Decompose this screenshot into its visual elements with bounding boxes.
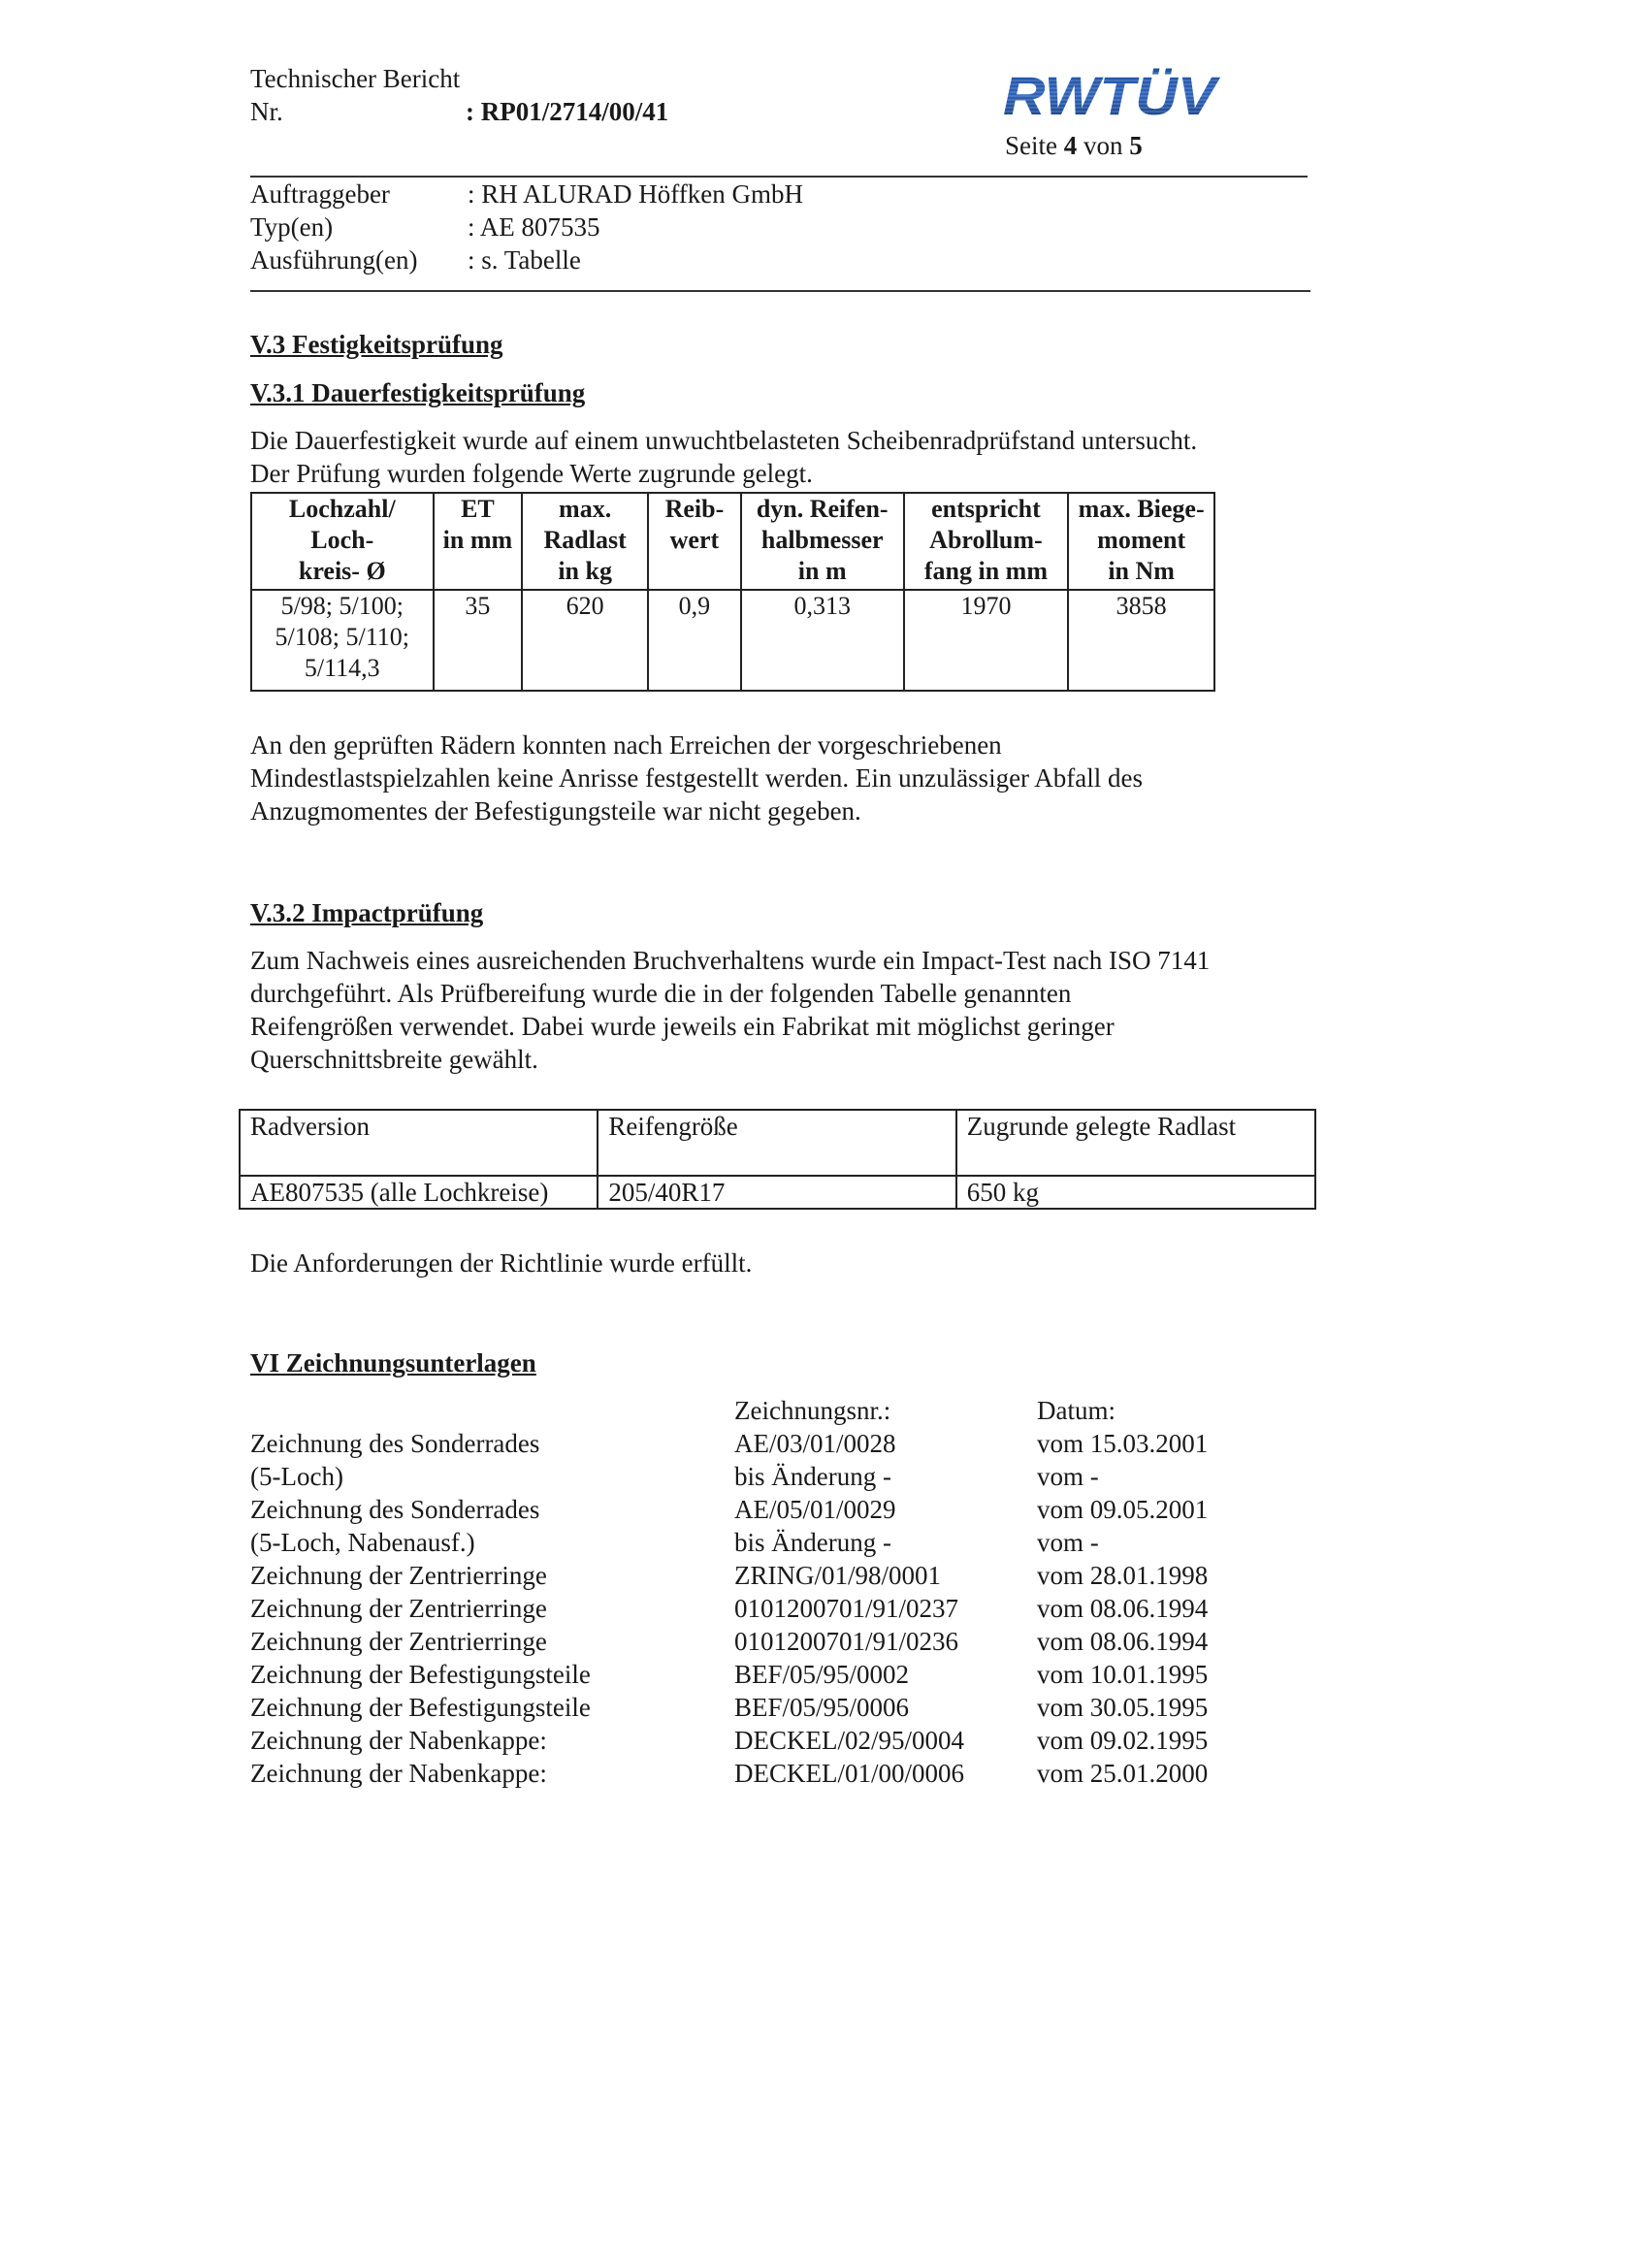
impact-text-line: durchgeführt. Als Prüfbereifung wurde die in der folgenden Tabelle genannten: [250, 979, 1072, 1008]
drawing-date: vom 08.06.1994: [1037, 1594, 1209, 1623]
drawing-number: AE/03/01/0028: [734, 1429, 896, 1458]
variant-label: Ausführung(en): [250, 245, 418, 275]
drawing-number: AE/05/01/0029: [734, 1495, 896, 1524]
variant-value: : s. Tabelle: [468, 245, 581, 275]
drawing-number: bis Änderung -: [734, 1528, 891, 1557]
type-label: Typ(en): [250, 212, 334, 242]
drawing-date: vom 08.06.1994: [1037, 1627, 1209, 1656]
cell-wheel-load: 650 kg: [956, 1176, 1315, 1209]
drawing-number: 0101200701/91/0237: [734, 1594, 959, 1623]
drawing-date: vom 15.03.2001: [1037, 1429, 1209, 1458]
page-total: 5: [1129, 131, 1143, 160]
fatigue-test-table: [250, 492, 1215, 692]
fatigue-result-line: Mindestlastspielzahlen keine Anrisse festgestellt werden. Ein unzulässiger Abfall des: [250, 763, 1144, 793]
drawing-number: 0101200701/91/0236: [734, 1627, 959, 1656]
cell-hole-pattern: 5/98; 5/100; 5/108; 5/110; 5/114,3: [251, 590, 434, 691]
drawing-date: vom 09.05.2001: [1037, 1495, 1209, 1524]
client-label: Auftraggeber: [250, 179, 390, 209]
drawing-name: Zeichnung der Nabenkappe:: [250, 1726, 547, 1755]
drawing-date: vom -: [1037, 1462, 1099, 1491]
col-header-et: ET in mm: [434, 493, 523, 590]
drawing-number: ZRING/01/98/0001: [734, 1561, 941, 1590]
page-indicator: [1005, 129, 1143, 162]
drawing-number: BEF/05/95/0006: [734, 1693, 910, 1722]
table-row: [240, 1176, 1315, 1209]
page-mid: von: [1083, 131, 1123, 160]
drawing-number-header: Zeichnungsnr.:: [734, 1396, 891, 1425]
table-row: [251, 590, 1214, 691]
cell-max-load: 620: [522, 590, 648, 691]
drawing-name: (5-Loch): [250, 1462, 343, 1491]
cell-tire-radius: 0,313: [741, 590, 904, 691]
impact-test-table: [239, 1109, 1316, 1210]
client-value: : RH ALURAD Höffken GmbH: [468, 179, 803, 209]
drawing-number: BEF/05/95/0002: [734, 1660, 910, 1689]
impact-result: Die Anforderungen der Richtlinie wurde erfüllt.: [250, 1248, 753, 1278]
drawing-date-header: Datum:: [1037, 1396, 1116, 1425]
drawing-date: vom 09.02.1995: [1037, 1726, 1209, 1755]
drawing-name: Zeichnung des Sonderrades: [250, 1495, 540, 1524]
drawing-name: Zeichnung der Zentrierringe: [250, 1627, 547, 1656]
fatigue-intro-line: Die Dauerfestigkeit wurde auf einem unwuchtbelasteten Scheibenradprüfstand untersucht.: [250, 426, 1198, 455]
drawing-name: Zeichnung der Zentrierringe: [250, 1594, 547, 1623]
impact-text-line: Reifengrößen verwendet. Dabei wurde jeweils ein Fabrikat mit möglichst geringer: [250, 1012, 1115, 1041]
impact-text-line: Querschnittsbreite gewählt.: [250, 1045, 538, 1074]
section-v32-heading: V.3.2 Impactprüfung: [250, 898, 484, 927]
drawing-number: DECKEL/02/95/0004: [734, 1726, 964, 1755]
drawing-name: Zeichnung der Befestigungsteile: [250, 1660, 591, 1689]
section-vi-heading: VI Zeichnungsunterlagen: [250, 1348, 536, 1377]
table-header-row: [251, 493, 1214, 590]
drawing-date: vom 28.01.1998: [1037, 1561, 1209, 1590]
col-header-circumference: entspricht Abrollum- fang in mm: [904, 493, 1069, 590]
drawing-date: vom 10.01.1995: [1037, 1660, 1209, 1689]
fatigue-intro-line: Der Prüfung wurden folgende Werte zugrunde gelegt.: [250, 459, 813, 488]
col-header-wheel-load: Zugrunde gelegte Radlast: [956, 1110, 1315, 1176]
section-v3-heading: V.3 Festigkeitsprüfung: [250, 330, 503, 359]
cell-tire-size: 205/40R17: [598, 1176, 955, 1209]
drawing-name: Zeichnung des Sonderrades: [250, 1429, 540, 1458]
report-number-label: Nr.: [250, 97, 283, 126]
col-header-hole-pattern: Lochzahl/ Loch- kreis- Ø: [251, 493, 434, 590]
col-header-friction: Reib- wert: [648, 493, 741, 590]
fatigue-result-line: An den geprüften Rädern konnten nach Erreichen der vorgeschriebenen: [250, 730, 1002, 760]
table-header-row: [240, 1110, 1315, 1176]
drawing-date: vom 25.01.2000: [1037, 1759, 1209, 1788]
section-v31-heading: V.3.1 Dauerfestigkeitsprüfung: [250, 378, 586, 407]
drawing-name: (5-Loch, Nabenausf.): [250, 1528, 475, 1557]
col-header-tire-size: Reifengröße: [598, 1110, 955, 1176]
cell-circumference: 1970: [904, 590, 1069, 691]
cell-bending-moment: 3858: [1068, 590, 1214, 691]
drawing-number: DECKEL/01/00/0006: [734, 1759, 964, 1788]
col-header-tire-radius: dyn. Reifen- halbmesser in m: [741, 493, 904, 590]
type-value: : AE 807535: [468, 212, 600, 242]
impact-text-line: Zum Nachweis eines ausreichenden Bruchverhaltens wurde ein Impact-Test nach ISO 7141: [250, 946, 1211, 975]
drawing-date: vom -: [1037, 1528, 1099, 1557]
col-header-bending-moment: max. Biege- moment in Nm: [1068, 493, 1214, 590]
drawing-date: vom 30.05.1995: [1037, 1693, 1209, 1722]
meta-divider: [250, 290, 1310, 292]
cell-friction: 0,9: [648, 590, 741, 691]
logo-text: RWTÜV: [1003, 65, 1221, 122]
col-header-wheel-version: Radversion: [240, 1110, 598, 1176]
drawing-name: Zeichnung der Zentrierringe: [250, 1561, 547, 1590]
cell-wheel-version: AE807535 (alle Lochkreise): [240, 1176, 598, 1209]
drawing-name: Zeichnung der Befestigungsteile: [250, 1693, 591, 1722]
page-prefix: Seite: [1005, 131, 1057, 160]
report-title: Technischer Bericht: [250, 64, 461, 93]
page-current: 4: [1063, 131, 1078, 160]
drawing-number: bis Änderung -: [734, 1462, 891, 1491]
drawing-name: Zeichnung der Nabenkappe:: [250, 1759, 547, 1788]
rwtuev-logo: [999, 64, 1222, 122]
fatigue-result-line: Anzugmomentes der Befestigungsteile war nicht gegeben.: [250, 796, 861, 826]
cell-et: 35: [434, 590, 523, 691]
col-header-max-load: max. Radlast in kg: [522, 493, 648, 590]
report-number: : RP01/2714/00/41: [466, 97, 669, 126]
